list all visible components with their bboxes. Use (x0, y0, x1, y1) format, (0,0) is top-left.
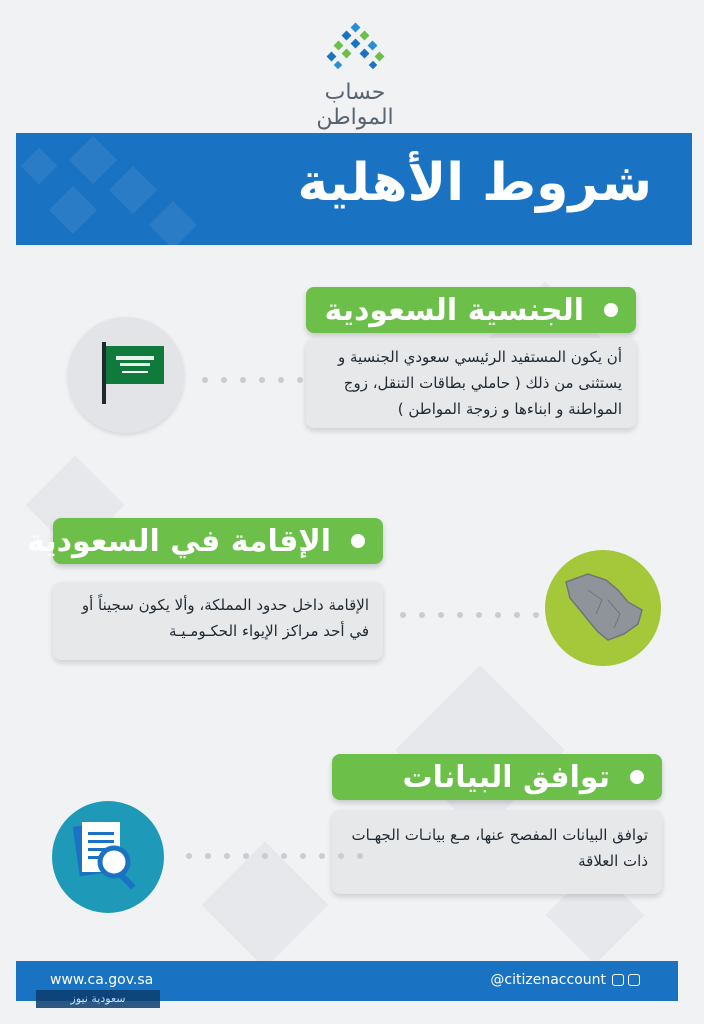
section-body-text: أن يكون المستفيد الرئيسي سعودي الجنسية و يستثنى من ذلك ( حاملي بطاقات التنقل، زوج المواطنة و ابناءها و زوجة المواطن ) (337, 348, 622, 418)
page-title: شروط الأهلية (297, 153, 652, 213)
social-icons (612, 974, 640, 986)
document-search-icon (72, 818, 148, 896)
bullet-icon (604, 303, 618, 317)
connector-dots (400, 612, 539, 618)
twitter-icon[interactable] (612, 974, 624, 986)
section-body-residence (53, 582, 383, 660)
connector-dots (186, 853, 363, 859)
social-handle[interactable]: @citizenaccount (490, 972, 606, 988)
section-body-data (332, 810, 662, 894)
title-banner (16, 133, 692, 245)
citizen-account-logo (285, 22, 425, 130)
section-heading-nationality (306, 287, 636, 333)
section-heading-residence (27, 518, 383, 564)
section-heading-data (332, 754, 662, 800)
section-heading-text: الجنسية السعودية (324, 292, 584, 328)
saudi-flag-icon (96, 342, 170, 404)
logo-mark-icon (325, 22, 385, 76)
watermark: سعودية نيوز (36, 990, 160, 1008)
section-heading-text: الإقامة في السعودية (27, 523, 331, 559)
bullet-icon (351, 534, 365, 548)
section-heading-text: توافق البيانات (402, 759, 610, 795)
background-shape (201, 841, 328, 968)
connector-dots (202, 377, 303, 383)
logo-text: حساب المواطن (316, 80, 394, 130)
section-body-text: توافق البيانات المفصح عنها، مـع بيانـات الجهـات ذات العلاقة (351, 826, 648, 870)
saudi-map-icon (558, 570, 648, 646)
website-link[interactable]: www.ca.gov.sa (50, 972, 154, 988)
section-body-text: الإقامة داخل حدود المملكة، وألا يكون سجيناً أو في أحد مراكز الإيواء الحكـومـيـة (81, 596, 369, 640)
bullet-icon (630, 770, 644, 784)
section-body-nationality (306, 338, 636, 428)
instagram-icon[interactable] (628, 974, 640, 986)
